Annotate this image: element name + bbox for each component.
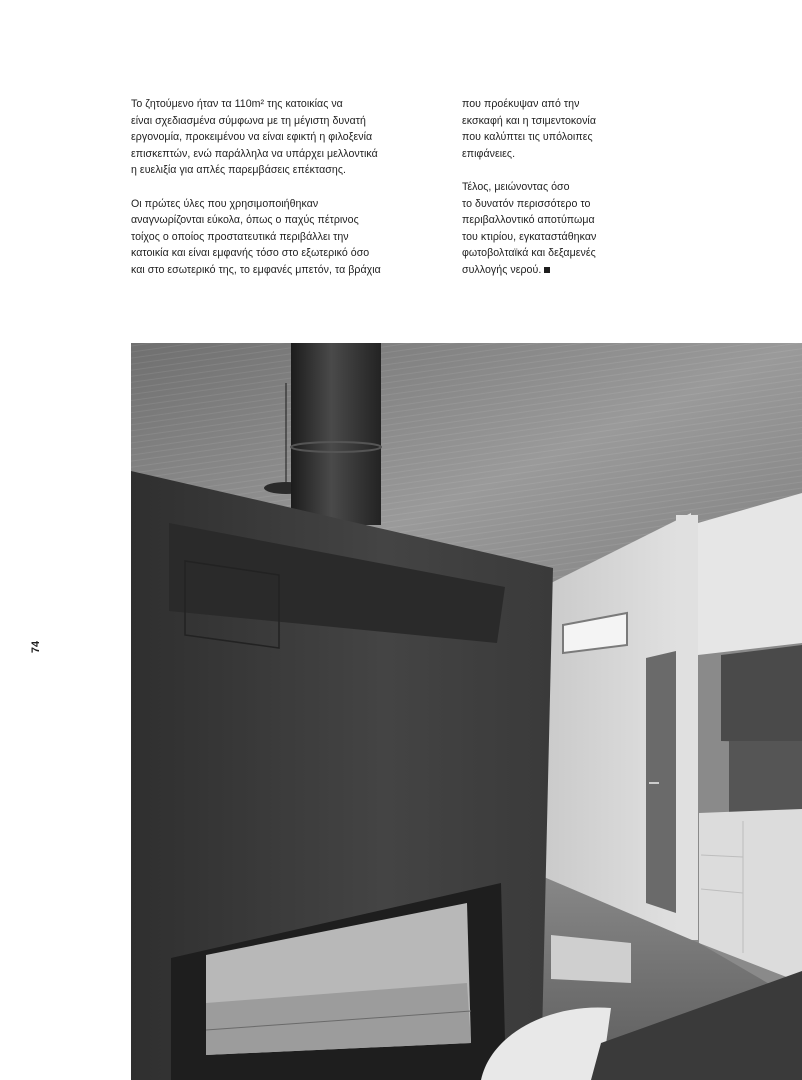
text-line: του κτιρίου, εγκαταστάθηκαν bbox=[462, 230, 597, 243]
paragraph-right-2 bbox=[462, 179, 662, 279]
text-line: επισκεπτών, ενώ παράλληλα να υπάρχει μελλοντικά bbox=[131, 147, 378, 160]
text-line: Τέλος, μειώνοντας όσο bbox=[462, 180, 570, 193]
column bbox=[676, 515, 698, 940]
paragraph-left-2 bbox=[131, 196, 413, 279]
paragraph-left-1 bbox=[131, 96, 413, 179]
text-line: φωτοβολταϊκά και δεξαμενές bbox=[462, 247, 596, 260]
text-line: συλλογής νερού. bbox=[462, 263, 542, 276]
text-line: εκσκαφή και η τσιμεντοκονία bbox=[462, 114, 597, 127]
flue-pipe bbox=[291, 343, 381, 525]
text-line: αναγνωρίζονται εύκολα, όπως ο παχύς πέτρινος bbox=[131, 214, 359, 227]
text-line: τοίχος ο οποίος προστατευτικά περιβάλλει την bbox=[131, 230, 349, 243]
text-line: περιβαλλοντικό αποτύπωμα bbox=[462, 214, 595, 227]
text-line: επιφάνειες. bbox=[462, 147, 516, 160]
page-number: 74 bbox=[30, 640, 42, 654]
article-column-right bbox=[462, 96, 662, 295]
text-line: Το ζητούμενο ήταν τα 110m² της κατοικίας να bbox=[131, 98, 343, 110]
text-line: που προέκυψαν από την bbox=[462, 98, 580, 110]
bench bbox=[551, 935, 631, 983]
text-line: κατοικία και είναι εμφανής τόσο στο εξωτερικό όσο bbox=[131, 247, 370, 260]
text-line: Οι πρώτες ύλες που χρησιμοποιήθηκαν bbox=[131, 197, 319, 210]
dark-cabinets bbox=[721, 645, 802, 743]
text-line: η ευελιξία για απλές παρεμβάσεις επέκτασης. bbox=[131, 164, 346, 177]
text-line: το δυνατόν περισσότερο το bbox=[462, 197, 591, 210]
text-line: είναι σχεδιασμένα σύμφωνα με τη μέγιστη δυνατή bbox=[131, 114, 366, 127]
interior-photo-illustration bbox=[131, 343, 802, 1080]
backsplash bbox=[729, 741, 802, 813]
article-column-left bbox=[131, 96, 413, 295]
text-line: και στο εσωτερικό της, το εμφανές μπετόν, τα βράχια bbox=[131, 263, 381, 276]
interior-photo bbox=[131, 343, 802, 1080]
end-of-article-square-icon bbox=[544, 267, 550, 273]
text-line: εργονομία, προκειμένου να είναι εφικτή η φιλοξενία bbox=[131, 131, 373, 144]
text-line: που καλύπτει τις υπόλοιπες bbox=[462, 131, 593, 144]
paragraph-right-1 bbox=[462, 96, 662, 162]
